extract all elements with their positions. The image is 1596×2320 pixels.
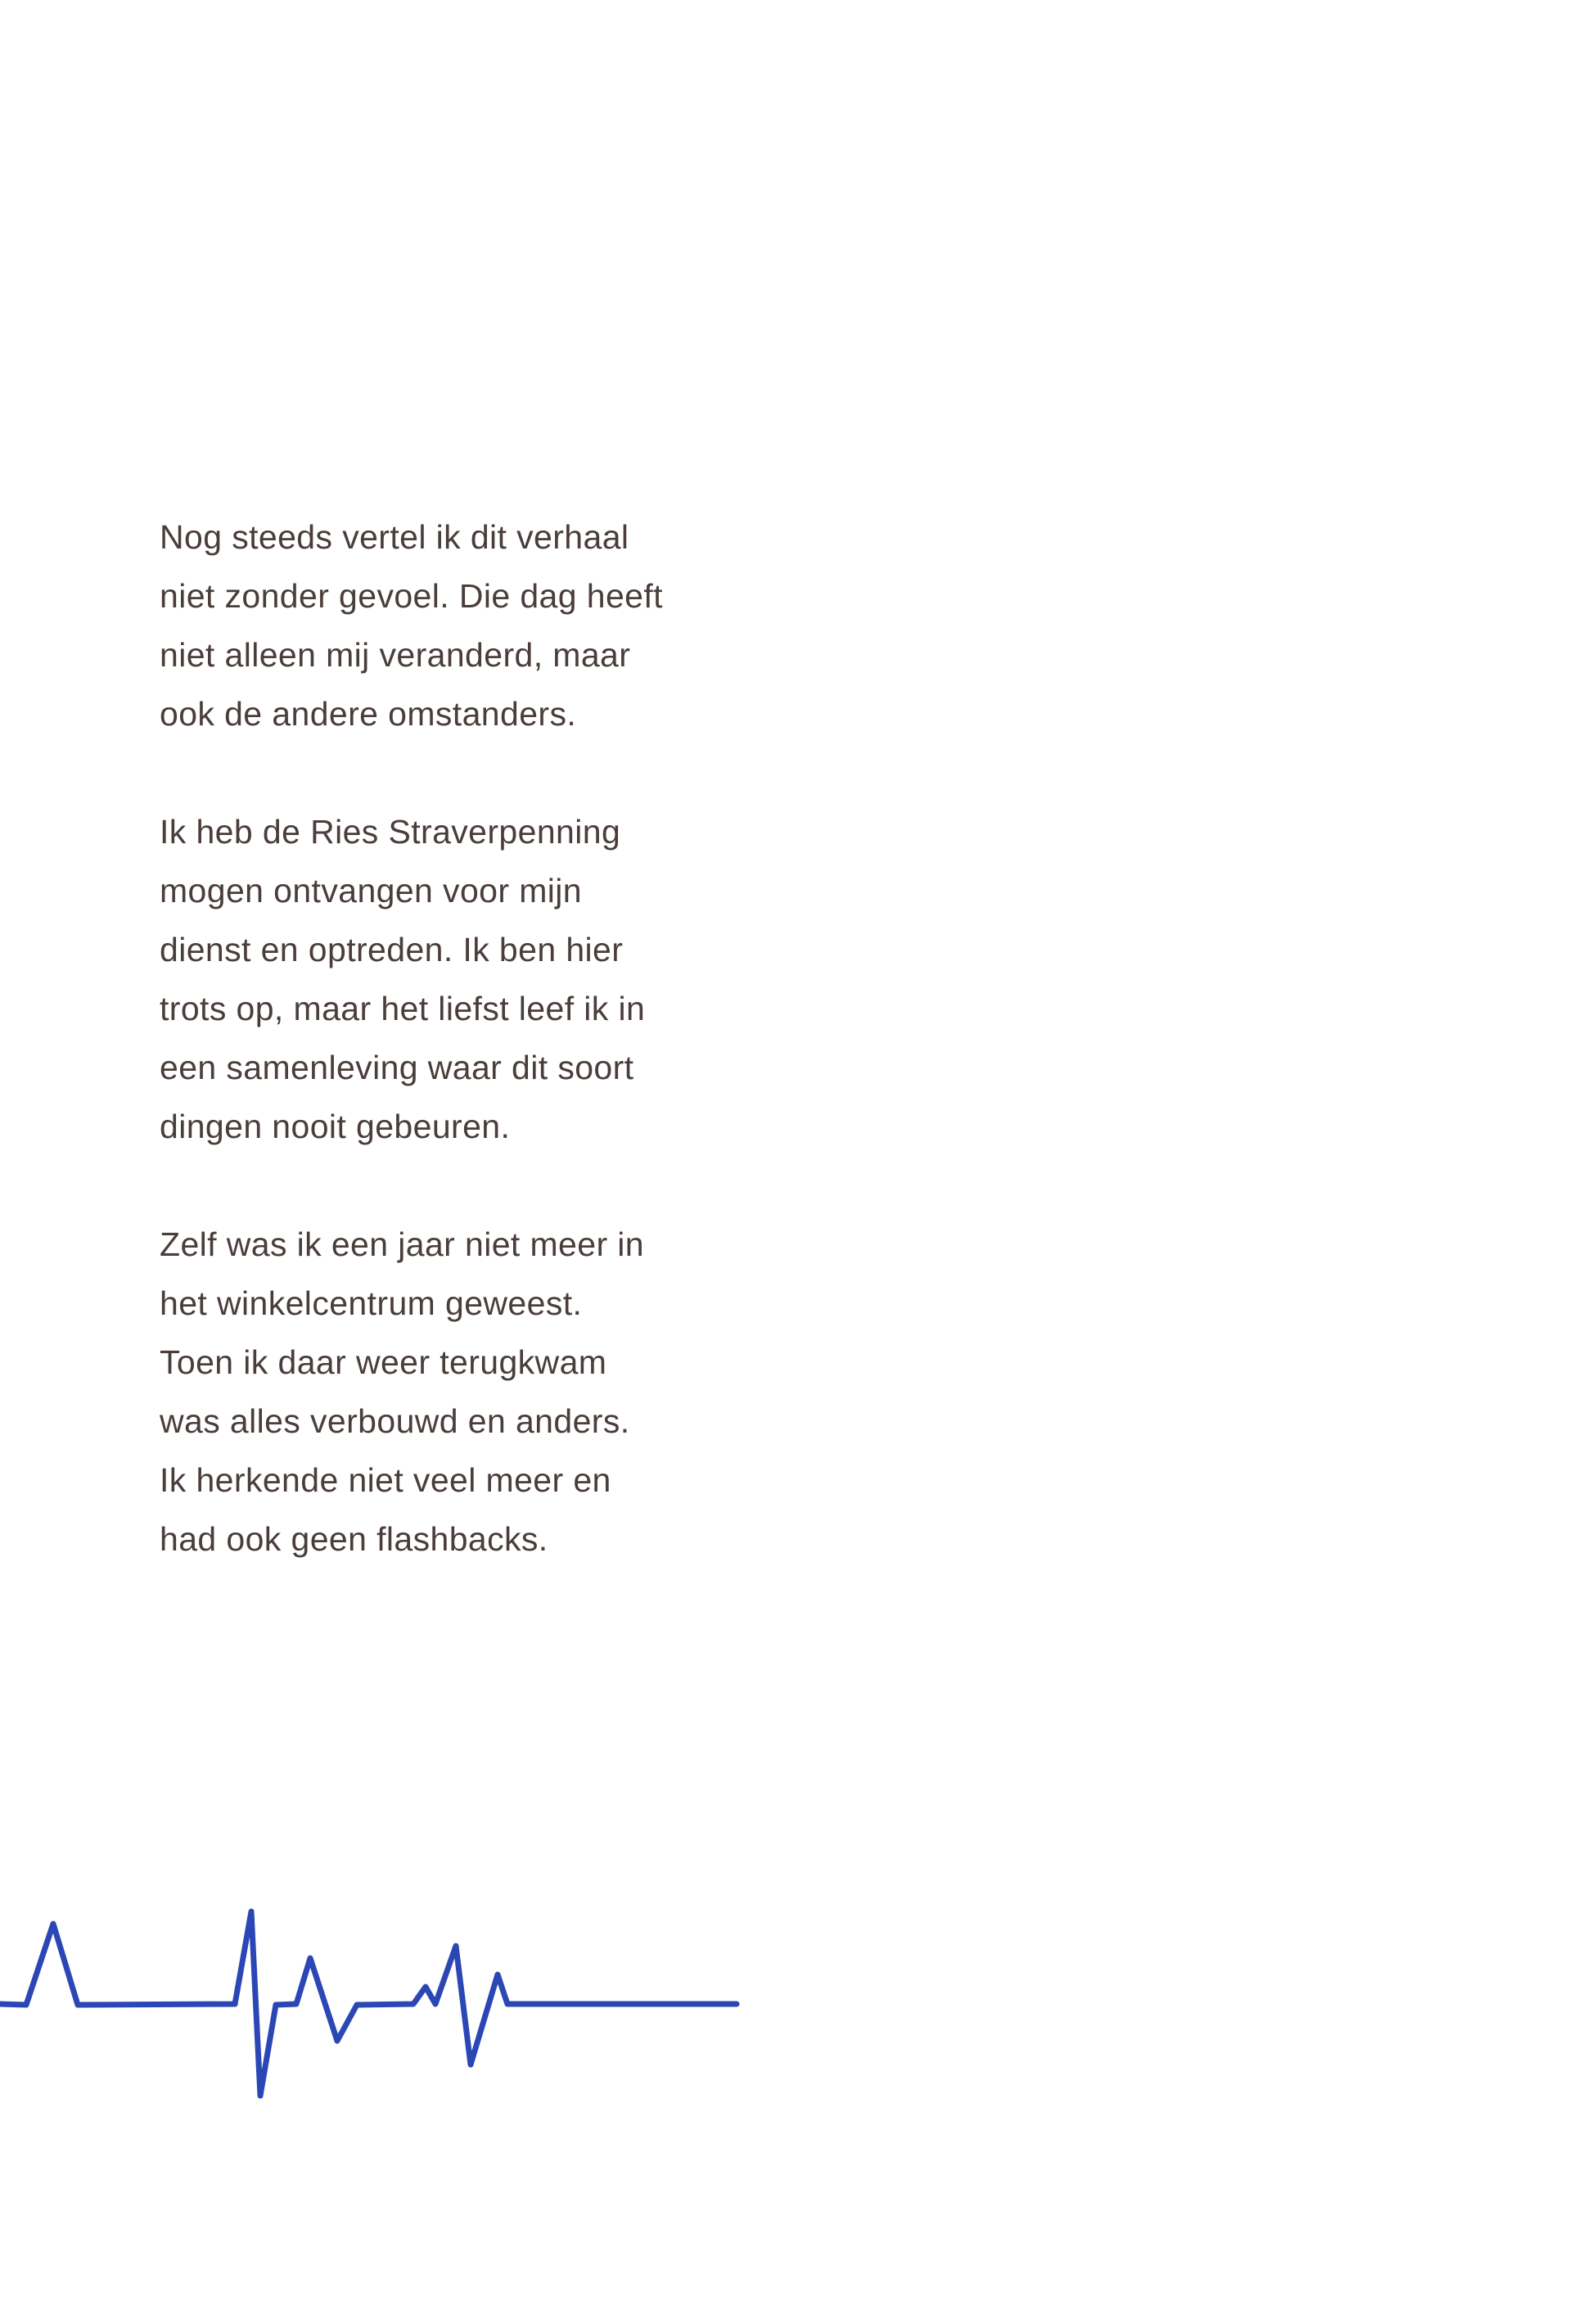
text-line: een samenleving waar dit soort	[160, 1049, 634, 1086]
text-line: Ik heb de Ries Straverpenning	[160, 813, 621, 851]
text-line: dienst en optreden. Ik ben hier	[160, 931, 624, 968]
text-line: Ik herkende niet veel meer en	[160, 1461, 611, 1499]
body-text	[160, 508, 782, 1627]
text-line: dingen nooit gebeuren.	[160, 1108, 511, 1145]
text-line: niet zonder gevoel. Die dag heeft	[160, 577, 663, 615]
text-line: niet alleen mij veranderd, maar	[160, 636, 631, 674]
text-line: mogen ontvangen voor mijn	[160, 872, 582, 909]
text-line: Nog steeds vertel ik dit verhaal	[160, 518, 629, 556]
text-line: was alles verbouwd en anders.	[160, 1402, 630, 1440]
text-line: Zelf was ik een jaar niet meer in	[160, 1225, 645, 1263]
text-line: trots op, maar het liefst leef ik in	[160, 990, 646, 1027]
text-line: had ook geen flashbacks.	[160, 1520, 548, 1558]
heartbeat-line	[0, 1912, 737, 2096]
paragraph-1	[160, 508, 782, 743]
heartbeat-line-icon	[0, 1883, 753, 2128]
text-line: het winkelcentrum geweest.	[160, 1284, 583, 1322]
text-line: Toen ik daar weer terugkwam	[160, 1343, 607, 1381]
text-line: ook de andere omstanders.	[160, 695, 577, 733]
paragraph-3	[160, 1215, 782, 1568]
paragraph-2	[160, 802, 782, 1156]
